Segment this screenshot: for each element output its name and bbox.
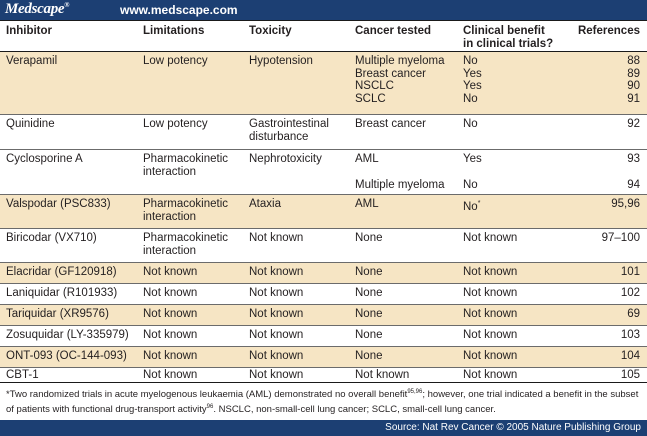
table-row: [0, 115, 647, 149]
col-inhibitor: Inhibitor: [6, 25, 52, 37]
cell-cancer-tested: [355, 287, 383, 300]
cell-toxicity-line: Nephrotoxicity: [249, 153, 322, 165]
cell-cancer-tested-line: None: [355, 266, 383, 278]
table-header-row: [0, 21, 647, 51]
cell-clinical-benefit: [463, 308, 517, 321]
cell-clinical-benefit-line: Yes: [463, 80, 482, 92]
col-clinical-benefit: Clinical benefit in clinical trials?: [463, 25, 554, 50]
cell-limitations-line: interaction: [143, 244, 197, 257]
cell-clinical-benefit-line: Yes: [463, 67, 482, 80]
cell-references: [621, 287, 640, 300]
cell-limitations-line: Pharmacokinetic: [143, 153, 229, 165]
cell-references-line: 92: [627, 118, 640, 130]
cell-toxicity: [249, 232, 303, 245]
cell-cancer-tested-line: AML: [355, 198, 379, 210]
cell-clinical-benefit: [463, 55, 482, 105]
cell-toxicity-line: Not known: [249, 369, 304, 381]
cell-cancer-tested-line: Not known: [355, 369, 410, 381]
cell-clinical-benefit-line: No: [463, 92, 478, 105]
cell-cancer-tested: [355, 308, 383, 321]
cell-inhibitor: ONT-093 (OC-144-093): [6, 350, 127, 362]
cell-toxicity: [249, 329, 303, 342]
cell-limitations-line: Not known: [143, 308, 198, 320]
table-row: [0, 150, 647, 194]
cell-toxicity: [249, 350, 303, 363]
cell-cancer-tested: [355, 198, 379, 211]
cell-toxicity-line: Not known: [249, 232, 304, 244]
cell-cancer-tested: [355, 153, 444, 192]
cell-limitations-line: Low potency: [143, 118, 208, 130]
cell-limitations: [143, 232, 228, 257]
cell-references: [627, 118, 640, 131]
cell-limitations: [143, 198, 228, 223]
cell-toxicity-line: disturbance: [249, 130, 309, 143]
cell-cancer-tested-line: NSCLC: [355, 80, 394, 92]
cell-references-line: 103: [620, 329, 640, 341]
cell-cancer-tested: [355, 369, 409, 382]
cell-inhibitor: Zosuquidar (LY-335979): [6, 329, 129, 341]
cell-limitations-line: Not known: [143, 329, 198, 341]
cell-references-line: 105: [620, 369, 640, 381]
cell-clinical-benefit-line: Not known: [463, 369, 518, 381]
cell-clinical-benefit: [463, 153, 482, 192]
cell-references: [627, 55, 640, 105]
cell-cancer-tested-line: Multiple myeloma: [355, 55, 445, 67]
cell-clinical-benefit: [463, 118, 478, 131]
cell-cancer-tested-line: Multiple myeloma: [355, 179, 445, 191]
cell-clinical-benefit-line: Not known: [463, 350, 518, 362]
cell-inhibitor: Quinidine: [6, 118, 55, 130]
col-cancer-tested: Cancer tested: [355, 25, 432, 37]
cell-limitations: [143, 287, 197, 300]
table-row: [0, 52, 647, 114]
cell-toxicity-line: Not known: [249, 287, 304, 299]
cell-clinical-benefit: [463, 266, 517, 279]
cell-clinical-benefit-line: Not known: [463, 232, 518, 244]
cell-toxicity-line: Not known: [249, 350, 304, 362]
cell-references-line: 97–100: [601, 232, 640, 244]
cell-references-line: 95,96: [611, 198, 640, 210]
table-row: [0, 326, 647, 346]
cell-cancer-tested-line: None: [355, 329, 383, 341]
cell-clinical-benefit-line: Not known: [463, 266, 518, 278]
cell-clinical-benefit: [463, 198, 480, 213]
cell-cancer-tested: [355, 266, 383, 279]
cell-cancer-tested: [355, 350, 383, 363]
cell-clinical-benefit-line: Not known: [463, 329, 518, 341]
cell-cancer-tested-line: AML: [355, 153, 379, 165]
cell-references: [621, 350, 640, 363]
cell-inhibitor: Biricodar (VX710): [6, 232, 97, 244]
cell-references: [621, 369, 640, 382]
cell-references-line: 94: [627, 179, 640, 191]
cell-clinical-benefit-line: Yes: [463, 153, 482, 165]
cell-references-line: 89: [627, 67, 640, 80]
cell-limitations-line: interaction: [143, 165, 197, 178]
cell-clinical-benefit: [463, 350, 517, 363]
cell-cancer-tested-line: None: [355, 350, 383, 362]
cell-references: [621, 329, 640, 342]
cell-references-line: 93: [627, 153, 640, 165]
footnote: *Two randomized trials in acute myelogenous leukaemia (AML) demonstrated no overall benefit$^{95,96}$; however, one trial indicated a benefit in the subset of patients with functional drug-transport activity$^{96}$. NSCLC, non-small-cell lung cancer; SCLC, small-cell lung cancer.: [6, 389, 639, 416]
cell-cancer-tested-line: Breast cancer: [355, 118, 426, 130]
cell-references: [621, 266, 640, 279]
source-bar: [0, 420, 647, 436]
cell-limitations: [143, 153, 228, 178]
col-limitations: Limitations: [143, 25, 205, 37]
cell-limitations: [143, 55, 208, 68]
cell-clinical-benefit-line: No: [463, 200, 478, 213]
cell-toxicity: [249, 287, 303, 300]
cell-limitations-line: Pharmacokinetic: [143, 232, 229, 244]
cell-inhibitor: Laniquidar (R101933): [6, 287, 118, 299]
cell-inhibitor: Tariquidar (XR9576): [6, 308, 109, 320]
cell-toxicity-line: Ataxia: [249, 198, 281, 210]
cell-inhibitor: Verapamil: [6, 55, 58, 67]
cell-clinical-benefit: [463, 369, 517, 382]
cell-toxicity: [249, 153, 322, 166]
cell-inhibitor: CBT-1: [6, 369, 39, 381]
cell-inhibitor: Cyclosporine A: [6, 153, 83, 165]
cell-limitations-line: Not known: [143, 266, 198, 278]
cell-clinical-benefit-line: Not known: [463, 287, 518, 299]
cell-toxicity: [249, 308, 303, 321]
cell-references-line: 101: [620, 266, 640, 278]
cell-toxicity-line: Not known: [249, 308, 304, 320]
cell-cancer-tested: [355, 118, 426, 131]
cell-clinical-benefit-line: No: [463, 118, 478, 130]
cell-references: [627, 308, 640, 321]
cell-clinical-benefit: [463, 287, 517, 300]
cell-cancer-tested-line: SCLC: [355, 92, 386, 105]
cell-clinical-benefit-line: No: [463, 55, 478, 67]
source-credit: Source: Nat Rev Cancer © 2005 Nature Publishing Group: [385, 422, 641, 433]
cell-cancer-tested: [355, 232, 383, 245]
cell-limitations: [143, 308, 197, 321]
cell-toxicity-line: Not known: [249, 329, 304, 341]
cell-cancer-tested-line: Breast cancer: [355, 67, 426, 80]
cell-references-line: 90: [627, 80, 640, 92]
table-row: [0, 284, 647, 304]
cell-limitations: [143, 118, 208, 131]
benefit-footnote-mark: *: [477, 200, 481, 207]
cell-toxicity-line: Not known: [249, 266, 304, 278]
cell-toxicity: [249, 55, 313, 68]
cell-limitations-line: Not known: [143, 369, 198, 381]
cell-clinical-benefit: [463, 329, 517, 342]
medscape-logo[interactable]: Medscape®: [5, 1, 70, 17]
cell-limitations: [143, 329, 197, 342]
cell-references-line: 69: [627, 308, 640, 320]
cell-clinical-benefit-line: No: [463, 179, 478, 191]
medscape-header: [0, 0, 647, 20]
cell-toxicity: [249, 369, 303, 382]
table-row: [0, 229, 647, 262]
cell-references-line: 102: [620, 287, 640, 299]
cell-references-line: 88: [627, 55, 640, 67]
cell-limitations: [143, 350, 197, 363]
table-row: [0, 263, 647, 283]
table-row: [0, 347, 647, 367]
cell-limitations-line: Low potency: [143, 55, 208, 67]
table-row: [0, 368, 647, 382]
medscape-url[interactable]: www.medscape.com: [120, 3, 238, 17]
cell-limitations: [143, 266, 197, 279]
cell-toxicity-line: Gastrointestinal: [249, 118, 329, 130]
cell-clinical-benefit-line: Not known: [463, 308, 518, 320]
col-toxicity: Toxicity: [249, 25, 292, 37]
cell-limitations-line: Pharmacokinetic: [143, 198, 229, 210]
cell-limitations-line: interaction: [143, 210, 197, 223]
table-bottom-rule: [0, 382, 647, 383]
cell-references: [611, 198, 640, 211]
cell-inhibitor: Valspodar (PSC833): [6, 198, 111, 210]
table-row: [0, 305, 647, 325]
cell-cancer-tested-line: None: [355, 287, 383, 299]
cell-toxicity: [249, 266, 303, 279]
cell-references: [627, 153, 640, 192]
cell-toxicity: [249, 198, 281, 211]
cell-toxicity: [249, 118, 329, 143]
cell-references-line: 104: [620, 350, 640, 362]
cell-cancer-tested: [355, 55, 444, 105]
col-references: References: [577, 25, 640, 37]
cell-clinical-benefit: [463, 232, 517, 245]
table-row: [0, 195, 647, 228]
cell-limitations-line: Not known: [143, 287, 198, 299]
cell-inhibitor: Elacridar (GF120918): [6, 266, 117, 278]
cell-references-line: 91: [627, 92, 640, 105]
cell-limitations-line: Not known: [143, 350, 198, 362]
cell-limitations: [143, 369, 197, 382]
cell-toxicity-line: Hypotension: [249, 55, 313, 67]
cell-references: [602, 232, 640, 245]
cell-cancer-tested: [355, 329, 383, 342]
cell-cancer-tested-line: None: [355, 308, 383, 320]
cell-cancer-tested-line: None: [355, 232, 383, 244]
